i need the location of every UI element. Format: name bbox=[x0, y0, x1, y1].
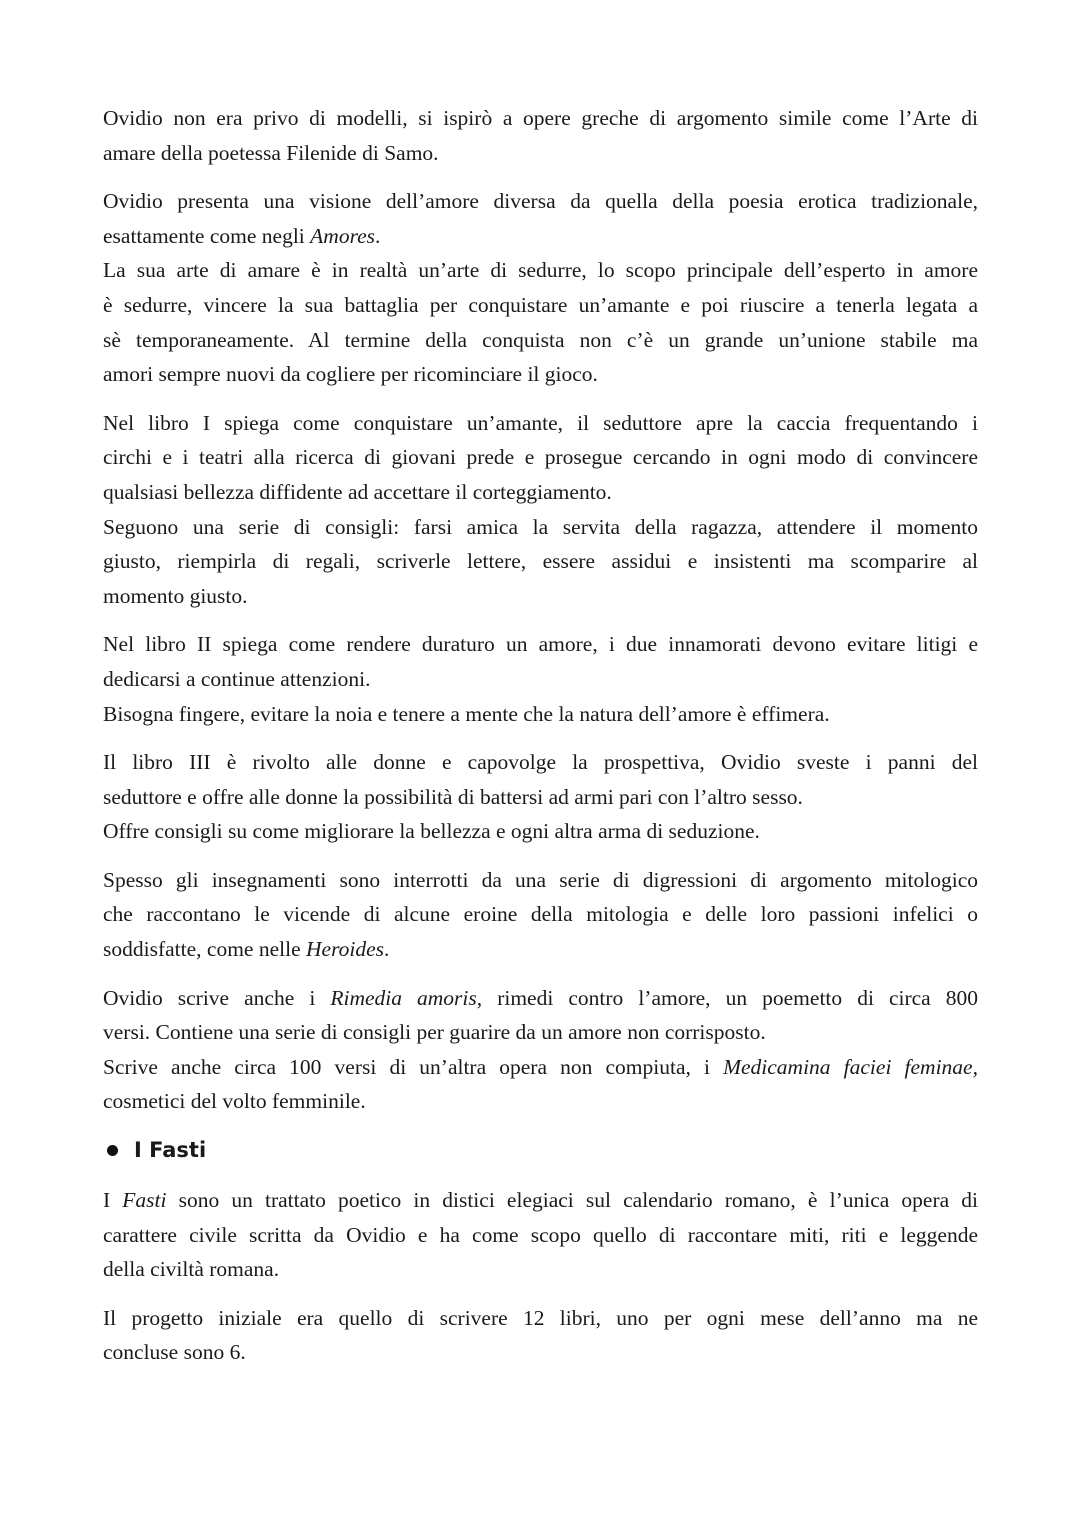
italic-title: Rimedia amoris bbox=[330, 985, 477, 1010]
text-line: Offre consigli su come migliorare la bellezza e ogni altra arma di seduzione. bbox=[103, 819, 760, 844]
paragraph-book-one bbox=[103, 406, 978, 614]
paragraph-book-three bbox=[103, 745, 978, 849]
text-segment: sono un trattato poetico in distici elegiaci sul calendario romano, è l’unica opera di bbox=[166, 1188, 978, 1213]
text-line-mixed bbox=[103, 1050, 978, 1085]
paragraph-vision bbox=[103, 184, 978, 392]
text-segment: soddisfatte, come nelle bbox=[103, 937, 306, 962]
text-line: versi. Contiene una serie di consigli per guarire da un amore non corrisposto. bbox=[103, 1020, 766, 1045]
text-line: che raccontano le vicende di alcune eroine della mitologia e delle loro passioni infelici o bbox=[103, 902, 978, 927]
text-segment: I bbox=[103, 1188, 123, 1213]
paragraph-models bbox=[103, 101, 978, 170]
text-line: Nel libro I spiega come conquistare un’amante, il seduttore apre la caccia frequentando i bbox=[103, 410, 978, 435]
text-line: della civiltà romana. bbox=[103, 1257, 280, 1282]
text-line: giusto, riempirla di regali, scriverle lettere, essere assidui e insistenti ma scomparire al bbox=[103, 549, 978, 574]
text-segment: esattamente come negli bbox=[103, 223, 311, 248]
text-line: amare della poetessa Filenide di Samo. bbox=[103, 140, 439, 165]
text-segment: . bbox=[384, 937, 390, 962]
bullet-icon bbox=[107, 1145, 118, 1156]
text-line: Seguono una serie di consigli: farsi amica la servita della ragazza, attendere il momento bbox=[103, 514, 978, 539]
text-line: carattere civile scritta da Ovidio e ha come scopo quello di raccontare miti, riti e leggende bbox=[103, 1222, 978, 1247]
text-line-mixed bbox=[103, 219, 978, 254]
text-line: seduttore e offre alle donne la possibilità di battersi ad armi pari con l’altro sesso. bbox=[103, 784, 803, 809]
italic-title: Amores bbox=[310, 223, 376, 248]
italic-title: Fasti bbox=[122, 1188, 167, 1213]
text-line: amori sempre nuovi da cogliere per ricominciare il gioco. bbox=[103, 362, 598, 387]
text-segment: . bbox=[375, 223, 381, 248]
text-line: qualsiasi bellezza diffidente ad accettare il corteggiamento. bbox=[103, 479, 612, 504]
text-line: Il libro III è rivolto alle donne e capovolge la prospettiva, Ovidio sveste i panni del bbox=[103, 750, 978, 775]
text-segment: Ovidio scrive anche i bbox=[103, 985, 331, 1010]
text-segment: , rimedi contro l’amore, un poemetto di circa 800 bbox=[476, 985, 979, 1010]
paragraph-fasti-intro bbox=[103, 1183, 978, 1287]
paragraph-digressions bbox=[103, 863, 978, 967]
text-line: cosmetici del volto femminile. bbox=[103, 1089, 366, 1114]
paragraph-fasti-project bbox=[103, 1301, 978, 1370]
text-line: Ovidio presenta una visione dell’amore diversa da quella della poesia erotica tradizionale, bbox=[103, 189, 978, 214]
text-line: Nel libro II spiega come rendere duraturo un amore, i due innamorati devono evitare litigi e bbox=[103, 632, 978, 657]
section-heading bbox=[103, 1133, 978, 1167]
paragraph-book-two bbox=[103, 627, 978, 731]
text-line: La sua arte di amare è in realtà un’arte di sedurre, lo scopo principale dell’esperto in amore bbox=[103, 258, 978, 283]
text-line: sè temporaneamente. Al termine della conquista non c’è un grande un’unione stabile ma bbox=[103, 327, 978, 352]
paragraph-rimedia bbox=[103, 981, 978, 1119]
text-line: Bisogna fingere, evitare la noia e tenere a mente che la natura dell’amore è effimera. bbox=[103, 701, 830, 726]
text-line: dedicarsi a continue attenzioni. bbox=[103, 666, 371, 691]
text-line: circhi e i teatri alla ricerca di giovani prede e prosegue cercando in ogni modo di convincere bbox=[103, 445, 978, 470]
italic-title: Heroides bbox=[306, 937, 385, 962]
text-line-mixed bbox=[103, 981, 978, 1016]
text-line: Il progetto iniziale era quello di scrivere 12 libri, uno per ogni mese dell’anno ma ne bbox=[103, 1305, 978, 1330]
text-segment: Scrive anche circa 100 versi di un’altra opera non compiuta, i bbox=[103, 1054, 724, 1079]
text-line-mixed bbox=[103, 1183, 978, 1218]
text-line: Ovidio non era privo di modelli, si ispirò a opere greche di argomento simile come l’Arte di bbox=[103, 106, 978, 130]
text-line: momento giusto. bbox=[103, 583, 248, 608]
text-line: è sedurre, vincere la sua battaglia per conquistare un’amante e poi riuscire a tenerla legata a bbox=[103, 292, 978, 317]
italic-title: Medicamina faciei feminae, bbox=[723, 1054, 978, 1079]
text-line-mixed bbox=[103, 932, 978, 967]
text-line: Spesso gli insegnamenti sono interrotti da una serie di digressioni di argomento mitologico bbox=[103, 867, 978, 892]
document-page bbox=[103, 101, 978, 1384]
section-heading-title: I Fasti bbox=[134, 1138, 207, 1163]
text-line: concluse sono 6. bbox=[103, 1340, 246, 1365]
